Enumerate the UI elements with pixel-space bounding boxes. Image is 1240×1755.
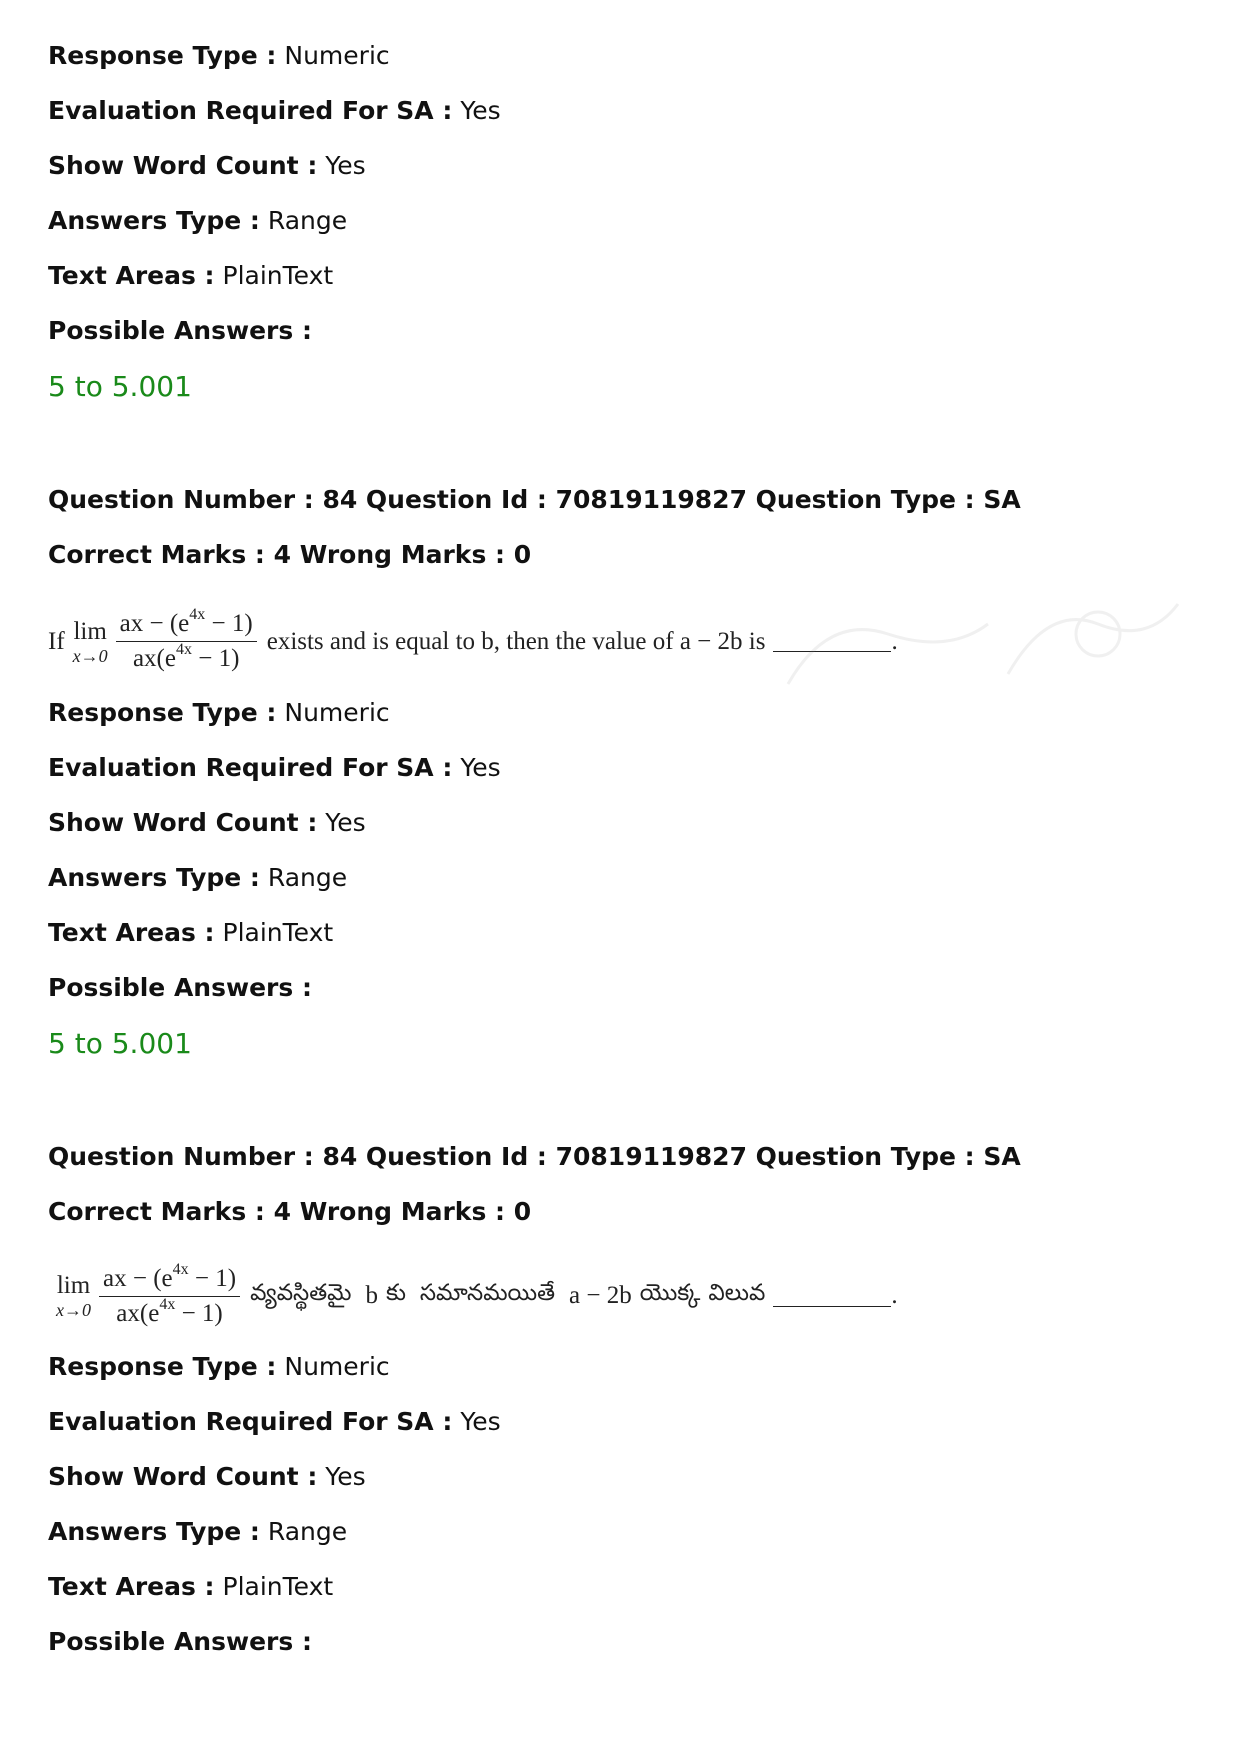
question-end: . xyxy=(891,627,898,655)
show-word-count-value: Yes xyxy=(325,1462,366,1491)
denominator-base: ax(e xyxy=(132,645,176,672)
fraction-numerator xyxy=(99,1262,240,1296)
possible-answers-row xyxy=(48,1626,1198,1658)
answer-blank xyxy=(773,1286,891,1307)
question-84-telugu xyxy=(48,1141,1198,1658)
evaluation-required-row xyxy=(48,95,1198,127)
response-type-label: Response Type : xyxy=(48,41,277,70)
variable-b: b xyxy=(365,1282,378,1309)
answers-type-row xyxy=(48,862,1198,894)
limit-fraction xyxy=(99,1262,240,1331)
numerator-tail: − 1) xyxy=(205,610,253,637)
telugu-text-value: విలువ xyxy=(708,1280,766,1306)
evaluation-required-row xyxy=(48,1406,1198,1438)
text-areas-label: Text Areas : xyxy=(48,918,215,947)
show-word-count-row xyxy=(48,150,1198,182)
numerator-exponent: 4x xyxy=(189,606,206,623)
answers-type-row xyxy=(48,205,1198,237)
telugu-text-exists: వ్యవస్థితమై xyxy=(250,1280,352,1306)
telugu-text-to: కు xyxy=(385,1280,406,1306)
limit-subscript: x→0 xyxy=(56,1300,91,1320)
limit-text: lim xyxy=(56,1272,91,1299)
denominator-exponent: 4x xyxy=(159,1295,176,1313)
possible-answer-value: 5 to 5.001 xyxy=(48,370,192,403)
denominator-tail: − 1) xyxy=(191,645,240,672)
question-math-image xyxy=(48,1251,1198,1341)
question-marks: Correct Marks : 4 Wrong Marks : 0 xyxy=(48,540,532,569)
answers-type-row xyxy=(48,1516,1198,1548)
show-word-count-label: Show Word Count : xyxy=(48,808,318,837)
response-type-row xyxy=(48,1351,1198,1383)
limit-fraction xyxy=(116,607,257,676)
evaluation-required-label: Evaluation Required For SA : xyxy=(48,96,453,125)
show-word-count-value: Yes xyxy=(325,808,366,837)
show-word-count-label: Show Word Count : xyxy=(48,151,318,180)
text-areas-row xyxy=(48,1571,1198,1603)
section-spacer xyxy=(48,404,1198,484)
possible-answer-value: 5 to 5.001 xyxy=(48,1027,192,1060)
response-type-row xyxy=(48,40,1198,72)
fraction-denominator xyxy=(129,642,243,676)
show-word-count-label: Show Word Count : xyxy=(48,1462,318,1491)
evaluation-required-label: Evaluation Required For SA : xyxy=(48,753,453,782)
answers-type-value: Range xyxy=(267,1517,348,1546)
fraction-numerator xyxy=(116,607,257,641)
answer-blank xyxy=(773,631,891,652)
response-type-label: Response Type : xyxy=(48,1352,277,1381)
telugu-text-equal: సమానమయితే xyxy=(419,1280,556,1306)
text-areas-row xyxy=(48,260,1198,292)
response-type-value: Numeric xyxy=(284,41,390,70)
denominator-exponent: 4x xyxy=(175,641,192,658)
possible-answers-label: Possible Answers : xyxy=(48,316,312,345)
answers-type-label: Answers Type : xyxy=(48,863,260,892)
response-type-value: Numeric xyxy=(284,698,390,727)
show-word-count-value: Yes xyxy=(325,151,366,180)
expression-a-minus-2b: a − 2b xyxy=(569,1282,632,1309)
question-details-block-1 xyxy=(48,40,1198,404)
text-areas-label: Text Areas : xyxy=(48,261,215,290)
answers-type-label: Answers Type : xyxy=(48,206,260,235)
possible-answers-label: Possible Answers : xyxy=(48,1627,312,1656)
numerator-base: ax − (e xyxy=(103,1264,173,1292)
evaluation-required-value: Yes xyxy=(460,1407,501,1436)
math-prefix: If xyxy=(48,627,65,655)
text-areas-value: PlainText xyxy=(222,918,334,947)
denominator-tail: − 1) xyxy=(175,1299,223,1327)
response-type-label: Response Type : xyxy=(48,698,277,727)
limit-operator xyxy=(56,1272,91,1320)
answers-type-value: Range xyxy=(267,206,348,235)
telugu-text-of: యొక్క xyxy=(639,1280,701,1306)
show-word-count-row xyxy=(48,807,1198,839)
question-marks: Correct Marks : 4 Wrong Marks : 0 xyxy=(48,1197,532,1226)
question-text: exists and is equal to b, then the value of a − 2b is xyxy=(266,627,766,655)
evaluation-required-row xyxy=(48,752,1198,784)
text-areas-row xyxy=(48,917,1198,949)
fraction-denominator xyxy=(112,1297,226,1331)
possible-answers-row xyxy=(48,972,1198,1004)
question-header: Question Number : 84 Question Id : 70819119827 Question Type : SA xyxy=(48,485,1021,514)
question-header: Question Number : 84 Question Id : 70819119827 Question Type : SA xyxy=(48,1142,1021,1171)
answers-type-label: Answers Type : xyxy=(48,1517,260,1546)
show-word-count-row xyxy=(48,1461,1198,1493)
text-areas-value: PlainText xyxy=(222,1572,334,1601)
numerator-exponent: 4x xyxy=(172,1260,189,1278)
document-page xyxy=(48,40,1198,1681)
evaluation-required-label: Evaluation Required For SA : xyxy=(48,1407,453,1436)
evaluation-required-value: Yes xyxy=(460,753,501,782)
limit-operator xyxy=(73,618,108,666)
question-84-english xyxy=(48,484,1198,1061)
question-math-image xyxy=(48,594,1198,689)
question-end: . xyxy=(891,1282,898,1309)
section-spacer xyxy=(48,1061,1198,1141)
response-type-value: Numeric xyxy=(284,1352,390,1381)
limit-subscript: x→0 xyxy=(72,645,108,666)
numerator-base: ax − (e xyxy=(119,610,190,637)
limit-text: lim xyxy=(73,617,107,645)
answers-type-value: Range xyxy=(267,863,348,892)
evaluation-required-value: Yes xyxy=(460,96,501,125)
text-areas-value: PlainText xyxy=(222,261,334,290)
response-type-row xyxy=(48,697,1198,729)
numerator-tail: − 1) xyxy=(188,1264,237,1292)
possible-answers-label: Possible Answers : xyxy=(48,973,312,1002)
text-areas-label: Text Areas : xyxy=(48,1572,215,1601)
possible-answers-row xyxy=(48,315,1198,347)
denominator-base: ax(e xyxy=(116,1299,160,1327)
